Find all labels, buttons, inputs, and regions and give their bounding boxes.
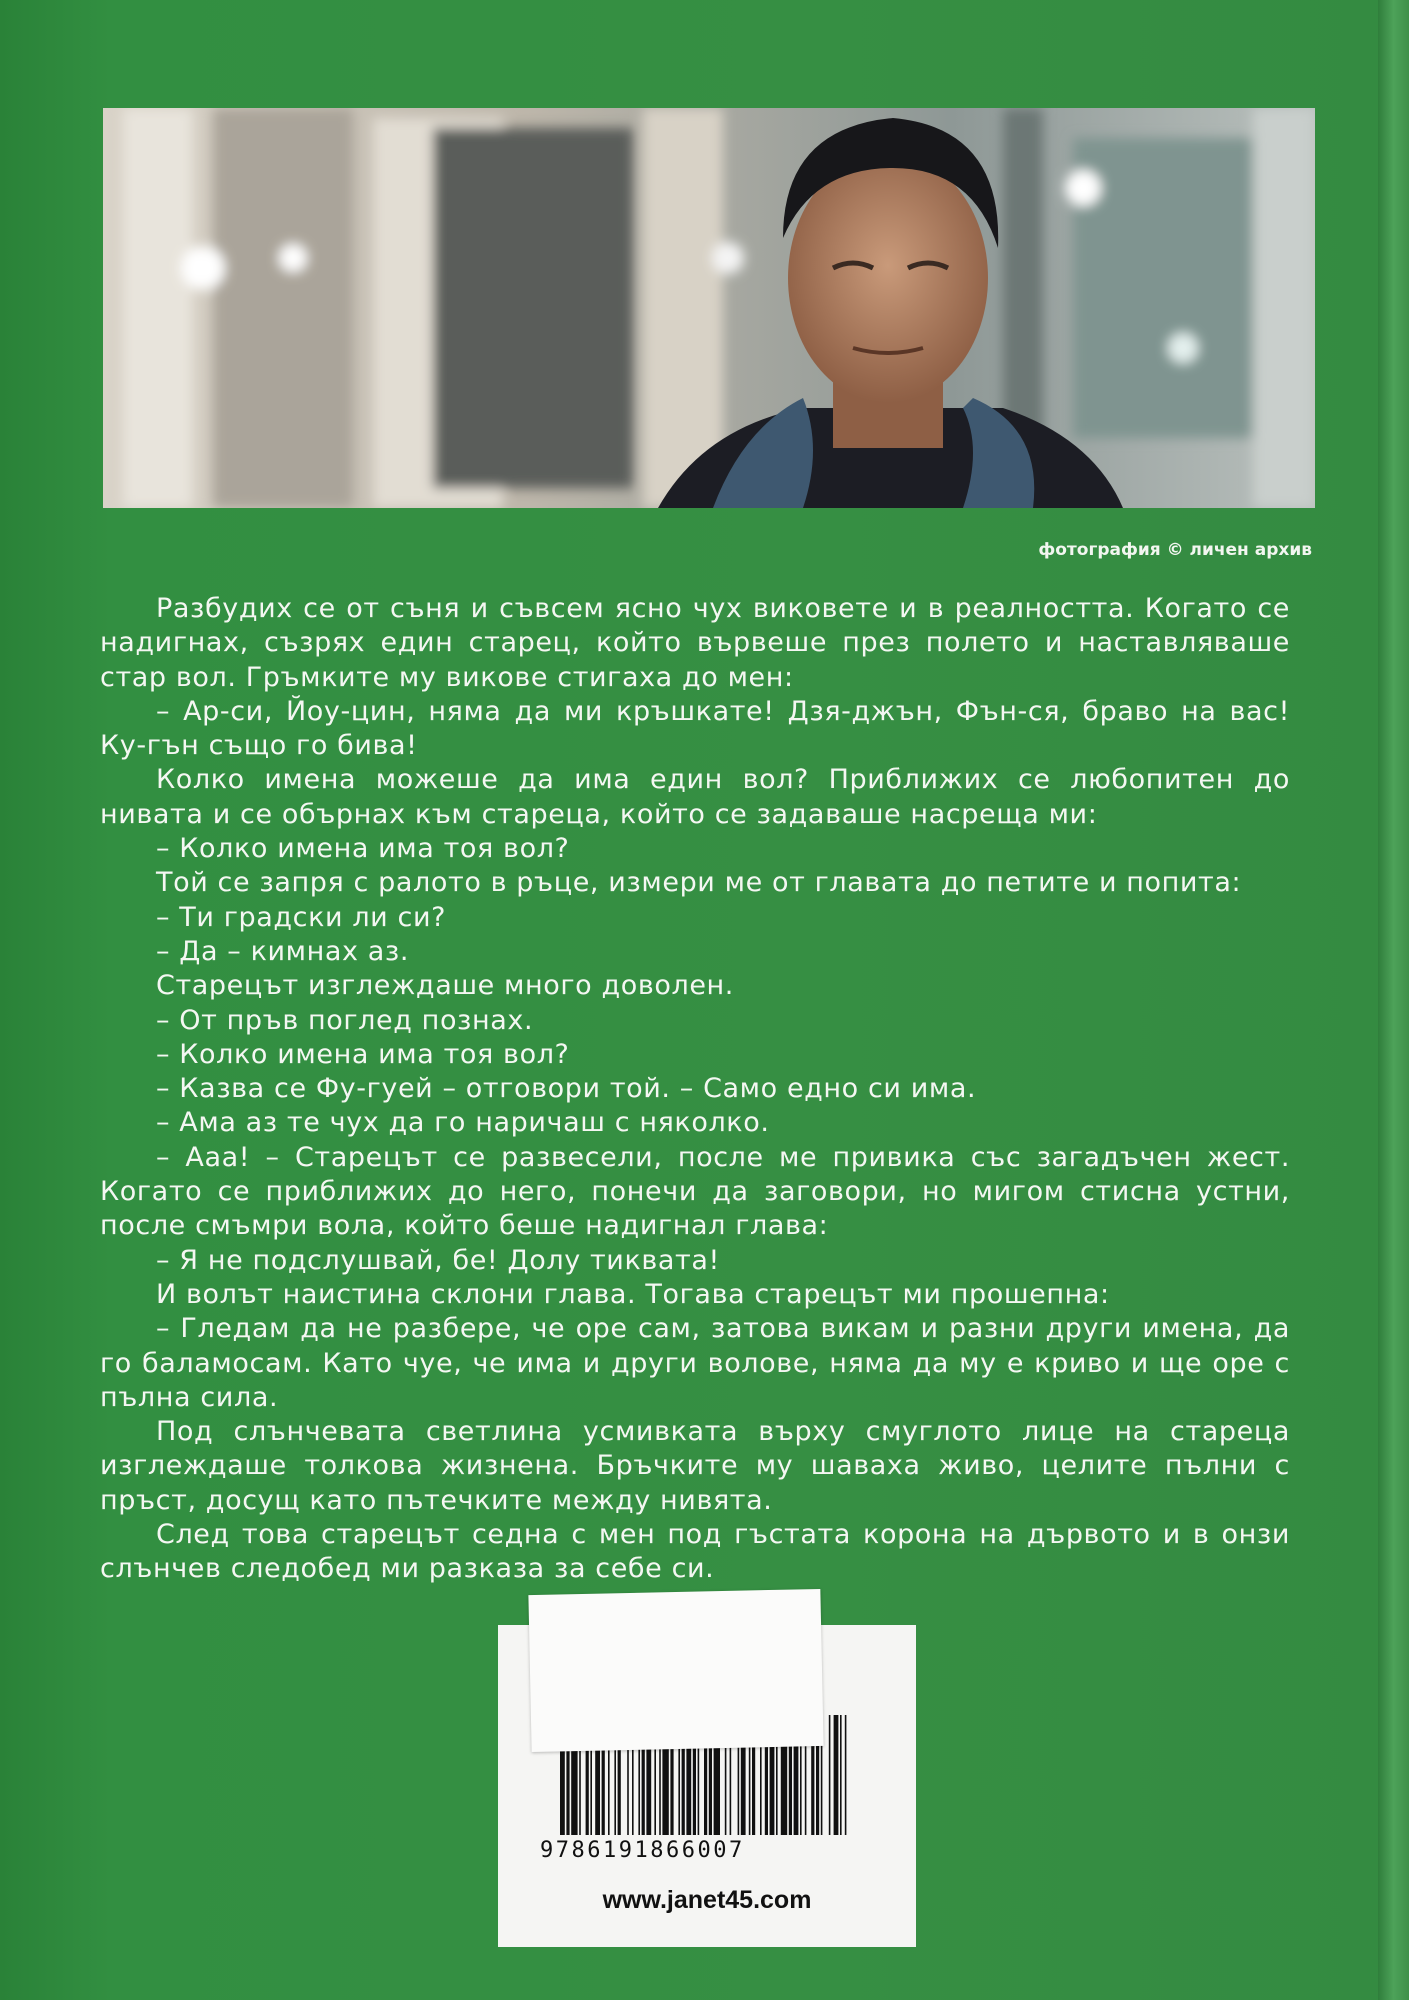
cover-edge — [1378, 0, 1409, 2000]
barcode-bar — [829, 1715, 831, 1835]
author-photo — [103, 108, 1315, 508]
publisher-website: www.janet45.com — [602, 1886, 812, 1914]
isbn-number: 9786191866007 — [540, 1838, 745, 1863]
paragraph: Колко имена можеше да има един вол? Приближих се любопитен до нивата и се обърнах към стареца, който се задаваше насреща ми: — [100, 764, 1290, 830]
paragraph: – Ама аз те чух да го наричаш с няколко. — [156, 1107, 770, 1139]
paragraph: – Да – кимнах аз. — [156, 935, 410, 967]
paragraph: Разбудих се от съня и съвсем ясно чух виковете и в реалността. Когато се надигнах, съзрях един старец, който вървеше през полето и наставляваше стар вол. Гръмките му викове стигаха до мен: — [100, 593, 1290, 693]
paragraph: – Ааа! – Старецът се развесели, после ме привика със загадъчен жест. Когато се приближих до него, понечи да заговори, но мигом стисна устни, после смъмри вола, който беше надигнал глава: — [100, 1141, 1290, 1242]
paragraph: – Я не подслушвай, бе! Долу тиквата! — [156, 1244, 720, 1276]
paragraph: – Колко имена има тоя вол? — [156, 833, 570, 865]
paragraph: Старецът изглеждаше много доволен. — [156, 970, 734, 1002]
paragraph: – Колко имена има тоя вол? — [156, 1038, 570, 1070]
barcode-bar — [834, 1715, 839, 1835]
paragraph: Той се запря с ралото в ръце, измери ме от главата до петите и попита: — [156, 867, 1242, 899]
paragraph: Под слънчевата светлина усмивката върху смуглото лице на стареца изглеждаше толкова жизнена. Бръчките му шаваха живо, целите пълни с пръст, досущ като пътечките между нивята. — [100, 1416, 1290, 1516]
barcode-bar — [845, 1715, 847, 1835]
barcode-bar — [840, 1715, 842, 1835]
price-label-patch — [528, 1589, 823, 1752]
paragraph: След това старецът седна с мен под гъстата корона на дървото и в онзи слънчев следобед ми разказа за себе си. — [100, 1519, 1290, 1585]
paragraph: – Ар-си, Йоу-цин, няма да ми кръшкате! Дзя-джън, Фън-ся, браво на вас! Ку-гън също го бива! — [100, 695, 1290, 762]
photo-caption: фотография © личен архив — [1038, 540, 1312, 560]
excerpt-text — [100, 592, 1290, 1587]
paragraph: – Казва се Фу-гуей – отговори той. – Само едно си има. — [156, 1073, 977, 1105]
paragraph: – Ти градски ли си? — [156, 901, 447, 933]
paragraph: – Гледам да не разбере, че оре сам, затова викам и разни други имена, да го баламосам. Като чуе, че има и други волове, няма да му е криво и ще оре с пълна сила. — [100, 1313, 1290, 1413]
paragraph: И волът наистина склони глава. Тогава старецът ми прошепна: — [156, 1278, 1110, 1310]
paragraph: – От пръв поглед познах. — [156, 1004, 534, 1036]
